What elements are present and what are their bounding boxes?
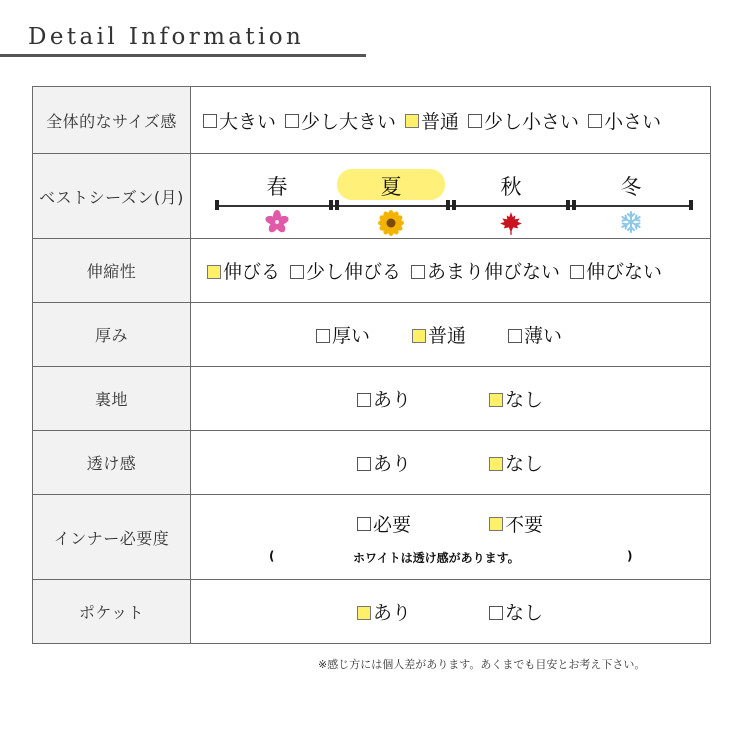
option-stretch-barely[interactable]: あまり伸びない bbox=[411, 257, 560, 284]
checkbox[interactable] bbox=[489, 606, 503, 620]
inner-note: ( ホワイトは透け感があります。 ) bbox=[269, 548, 633, 565]
timeline-tick bbox=[446, 200, 450, 210]
label-sheerness: 透け感 bbox=[33, 431, 191, 495]
checkbox[interactable] bbox=[290, 265, 304, 279]
row-stretch bbox=[33, 239, 711, 303]
season-autumn[interactable]: 秋 bbox=[451, 154, 571, 238]
season-summer[interactable]: 夏 bbox=[333, 154, 449, 238]
label-pocket: ポケット bbox=[33, 580, 191, 644]
season-winter[interactable]: 冬 bbox=[571, 154, 691, 238]
checkbox[interactable] bbox=[357, 457, 371, 471]
option-sheer-yes[interactable]: あり bbox=[357, 449, 411, 476]
checkbox-checked[interactable] bbox=[489, 517, 503, 531]
checkbox[interactable] bbox=[411, 265, 425, 279]
checkbox-checked[interactable] bbox=[207, 265, 221, 279]
timeline-tick bbox=[329, 200, 333, 210]
checkbox[interactable] bbox=[285, 114, 299, 128]
checkbox-checked[interactable] bbox=[412, 329, 426, 343]
option-inner-needed[interactable]: 必要 bbox=[357, 510, 411, 537]
option-stretch-none[interactable]: 伸びない bbox=[570, 257, 662, 284]
option-pocket-yes[interactable]: あり bbox=[357, 598, 411, 625]
checkbox[interactable] bbox=[316, 329, 330, 343]
checkbox-checked[interactable] bbox=[489, 393, 503, 407]
label-lining: 裏地 bbox=[33, 367, 191, 431]
season-spring[interactable]: 春 bbox=[217, 154, 337, 238]
section-header bbox=[0, 22, 366, 58]
sunflower-icon bbox=[333, 210, 449, 240]
inner-note-text: ホワイトは透け感があります。 bbox=[353, 550, 520, 565]
option-size-normal[interactable]: 普通 bbox=[405, 107, 459, 134]
season-selector bbox=[191, 154, 710, 238]
sakura-flower-icon bbox=[217, 210, 337, 238]
row-inner bbox=[33, 495, 711, 580]
checkbox[interactable] bbox=[508, 329, 522, 343]
label-size: 全体的なサイズ感 bbox=[33, 87, 191, 154]
checkbox[interactable] bbox=[588, 114, 602, 128]
checkbox-checked[interactable] bbox=[489, 457, 503, 471]
label-thickness: 厚み bbox=[33, 303, 191, 367]
detail-table bbox=[32, 86, 711, 644]
checkbox[interactable] bbox=[570, 265, 584, 279]
title-underline bbox=[0, 54, 366, 57]
checkbox-checked[interactable] bbox=[405, 114, 419, 128]
timeline-tick bbox=[335, 200, 339, 210]
label-stretch: 伸縮性 bbox=[33, 239, 191, 303]
option-sheer-no[interactable]: なし bbox=[489, 449, 543, 476]
option-size-small[interactable]: 小さい bbox=[588, 107, 661, 134]
timeline-tick bbox=[215, 200, 219, 210]
row-season bbox=[33, 154, 711, 239]
option-pocket-no[interactable]: なし bbox=[489, 598, 543, 625]
row-sheerness bbox=[33, 431, 711, 495]
option-size-large[interactable]: 大きい bbox=[203, 107, 276, 134]
timeline-tick bbox=[689, 200, 693, 210]
maple-leaf-icon bbox=[451, 210, 571, 240]
checkbox-checked[interactable] bbox=[357, 606, 371, 620]
checkbox[interactable] bbox=[203, 114, 217, 128]
option-size-slightly-small[interactable]: 少し小さい bbox=[468, 107, 579, 134]
option-lining-no[interactable]: なし bbox=[489, 385, 543, 412]
option-thickness-normal[interactable]: 普通 bbox=[412, 321, 466, 348]
option-thickness-thin[interactable]: 薄い bbox=[508, 321, 562, 348]
checkbox[interactable] bbox=[357, 517, 371, 531]
option-lining-yes[interactable]: あり bbox=[357, 385, 411, 412]
snowflake-icon bbox=[571, 210, 691, 238]
option-thickness-thick[interactable]: 厚い bbox=[316, 321, 370, 348]
timeline-tick bbox=[572, 200, 576, 210]
disclaimer-footnote: ※感じ方には個人差があります。あくまでも目安とお考え下さい。 bbox=[318, 658, 646, 671]
label-season: ベストシーズン(月) bbox=[33, 154, 191, 239]
timeline-tick bbox=[566, 200, 570, 210]
label-inner: インナー必要度 bbox=[33, 495, 191, 580]
row-lining bbox=[33, 367, 711, 431]
section-title: Detail Information bbox=[28, 24, 305, 50]
option-stretch-stretchy[interactable]: 伸びる bbox=[207, 257, 280, 284]
row-thickness bbox=[33, 303, 711, 367]
option-stretch-slightly[interactable]: 少し伸びる bbox=[290, 257, 401, 284]
checkbox[interactable] bbox=[468, 114, 482, 128]
timeline-tick bbox=[452, 200, 456, 210]
option-inner-not-needed[interactable]: 不要 bbox=[489, 510, 543, 537]
option-size-slightly-large[interactable]: 少し大きい bbox=[285, 107, 396, 134]
checkbox[interactable] bbox=[357, 393, 371, 407]
row-pocket bbox=[33, 580, 711, 644]
row-size bbox=[33, 87, 711, 154]
